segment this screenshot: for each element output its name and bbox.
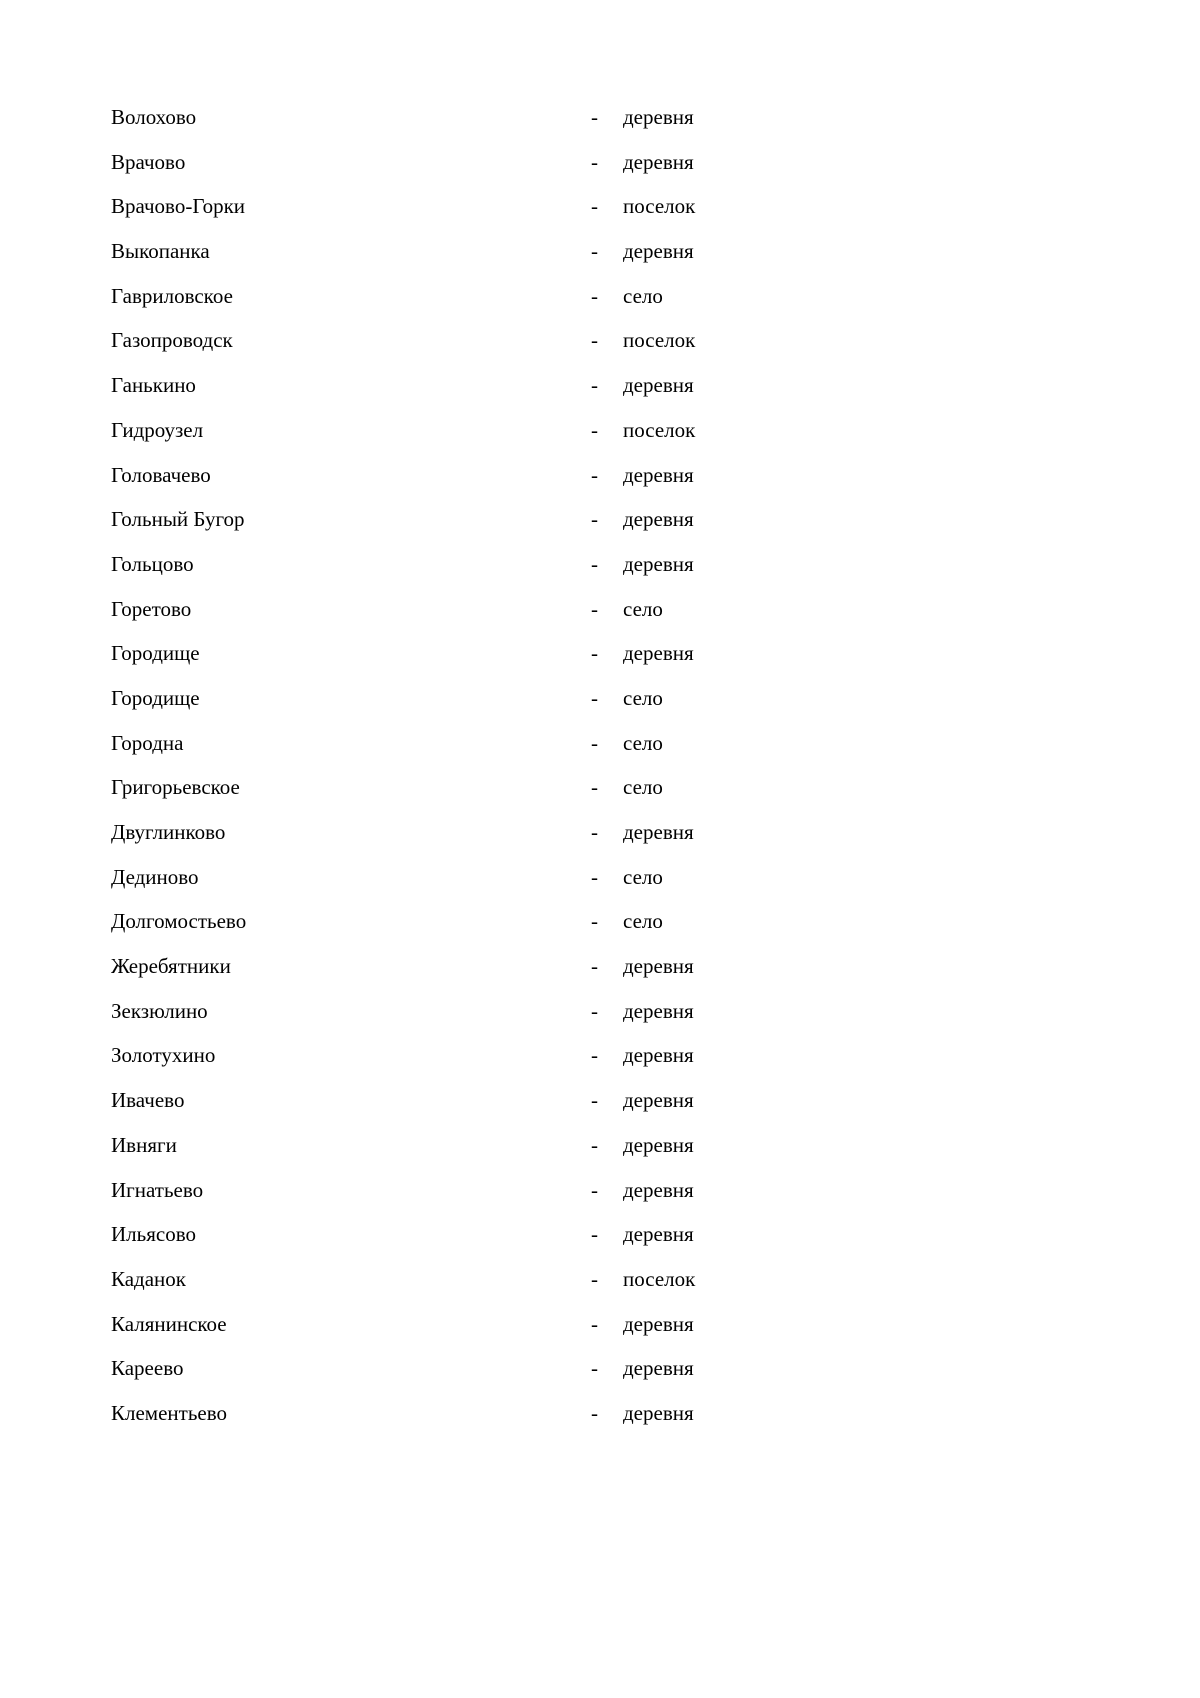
settlement-name: Врачово-Горки bbox=[111, 194, 246, 219]
list-item bbox=[111, 1395, 811, 1440]
list-item bbox=[111, 993, 811, 1038]
settlement-type: поселок bbox=[623, 417, 696, 442]
settlement-type: деревня bbox=[623, 373, 694, 398]
settlement-type: деревня bbox=[623, 1356, 694, 1381]
settlement-list bbox=[111, 99, 811, 1440]
separator-dash: - bbox=[591, 105, 598, 129]
separator-dash: - bbox=[591, 507, 598, 532]
list-item bbox=[111, 188, 811, 233]
settlement-name: Городище bbox=[111, 641, 200, 666]
settlement-type: село bbox=[623, 596, 663, 621]
settlement-type: поселок bbox=[623, 328, 696, 353]
settlement-type: деревня bbox=[623, 820, 694, 844]
settlement-type: деревня bbox=[623, 1311, 694, 1336]
separator-dash: - bbox=[591, 820, 598, 844]
list-item bbox=[111, 322, 811, 367]
list-item bbox=[111, 546, 811, 591]
list-item bbox=[111, 412, 811, 457]
settlement-name: Головачево bbox=[111, 462, 211, 487]
settlement-name: Городище bbox=[111, 685, 200, 710]
separator-dash: - bbox=[591, 864, 598, 889]
settlement-type: поселок bbox=[623, 1266, 696, 1291]
settlement-name: Каданок bbox=[111, 1266, 186, 1291]
separator-dash: - bbox=[591, 373, 598, 398]
settlement-type: село bbox=[623, 730, 663, 755]
settlement-type: село bbox=[623, 775, 663, 800]
list-item bbox=[111, 903, 811, 948]
separator-dash: - bbox=[591, 1132, 598, 1157]
settlement-name: Гавриловское bbox=[111, 283, 233, 308]
separator-dash: - bbox=[591, 194, 598, 219]
settlement-name: Ивачево bbox=[111, 1088, 185, 1113]
separator-dash: - bbox=[591, 954, 598, 979]
settlement-name: Золотухино bbox=[111, 1043, 216, 1068]
list-item bbox=[111, 501, 811, 546]
settlement-type: деревня bbox=[623, 641, 694, 666]
list-item bbox=[111, 769, 811, 814]
separator-dash: - bbox=[591, 998, 598, 1023]
separator-dash: - bbox=[591, 685, 598, 710]
separator-dash: - bbox=[591, 551, 598, 576]
settlement-type: деревня bbox=[623, 105, 694, 129]
settlement-name: Дединово bbox=[111, 864, 199, 889]
list-item bbox=[111, 1350, 811, 1395]
settlement-name: Горетово bbox=[111, 596, 192, 621]
list-item bbox=[111, 1172, 811, 1217]
separator-dash: - bbox=[591, 1400, 598, 1425]
list-item bbox=[111, 814, 811, 859]
separator-dash: - bbox=[591, 462, 598, 487]
settlement-type: деревня bbox=[623, 1132, 694, 1157]
settlement-name: Григорьевское bbox=[111, 775, 240, 800]
separator-dash: - bbox=[591, 417, 598, 442]
settlement-type: село bbox=[623, 909, 663, 934]
separator-dash: - bbox=[591, 730, 598, 755]
settlement-name: Гольцово bbox=[111, 551, 194, 576]
separator-dash: - bbox=[591, 1088, 598, 1113]
list-item bbox=[111, 457, 811, 502]
settlement-name: Игнатьево bbox=[111, 1177, 204, 1202]
settlement-name: Выкопанка bbox=[111, 239, 210, 264]
settlement-name: Ильясово bbox=[111, 1222, 196, 1247]
list-item bbox=[111, 367, 811, 412]
separator-dash: - bbox=[591, 328, 598, 353]
settlement-type: деревня bbox=[623, 462, 694, 487]
settlement-type: деревня bbox=[623, 998, 694, 1023]
settlement-name: Городна bbox=[111, 730, 184, 755]
separator-dash: - bbox=[591, 283, 598, 308]
settlement-name: Ивняги bbox=[111, 1132, 177, 1157]
settlement-type: деревня bbox=[623, 507, 694, 532]
separator-dash: - bbox=[591, 239, 598, 264]
list-item bbox=[111, 1306, 811, 1351]
settlement-name: Ганькино bbox=[111, 373, 196, 398]
separator-dash: - bbox=[591, 1311, 598, 1336]
settlement-name: Двуглинково bbox=[111, 820, 226, 844]
separator-dash: - bbox=[591, 909, 598, 934]
list-item bbox=[111, 635, 811, 680]
settlement-type: деревня bbox=[623, 1177, 694, 1202]
list-item bbox=[111, 725, 811, 770]
settlement-type: деревня bbox=[623, 1400, 694, 1425]
settlement-name: Газопроводск bbox=[111, 328, 233, 353]
settlement-type: деревня bbox=[623, 1088, 694, 1113]
settlement-type: село bbox=[623, 685, 663, 710]
list-item bbox=[111, 1082, 811, 1127]
separator-dash: - bbox=[591, 775, 598, 800]
list-item bbox=[111, 233, 811, 278]
settlement-name: Жеребятники bbox=[111, 954, 231, 979]
list-item bbox=[111, 591, 811, 636]
settlement-type: деревня bbox=[623, 149, 694, 174]
list-item bbox=[111, 99, 811, 144]
settlement-name: Долгомостьево bbox=[111, 909, 247, 934]
list-item bbox=[111, 1037, 811, 1082]
separator-dash: - bbox=[591, 1356, 598, 1381]
separator-dash: - bbox=[591, 1177, 598, 1202]
separator-dash: - bbox=[591, 1266, 598, 1291]
settlement-name: Врачово bbox=[111, 149, 186, 174]
list-item bbox=[111, 144, 811, 189]
settlement-type: поселок bbox=[623, 194, 696, 219]
list-item bbox=[111, 1127, 811, 1172]
settlement-name: Гольный Бугор bbox=[111, 507, 245, 532]
separator-dash: - bbox=[591, 1043, 598, 1068]
settlement-type: деревня bbox=[623, 551, 694, 576]
settlement-name: Зекзюлино bbox=[111, 998, 208, 1023]
settlement-name: Гидроузел bbox=[111, 417, 204, 442]
list-item bbox=[111, 680, 811, 725]
list-item bbox=[111, 1261, 811, 1306]
separator-dash: - bbox=[591, 641, 598, 666]
separator-dash: - bbox=[591, 149, 598, 174]
settlement-type: деревня bbox=[623, 1222, 694, 1247]
settlement-type: село bbox=[623, 283, 663, 308]
settlement-type: деревня bbox=[623, 1043, 694, 1068]
settlement-type: село bbox=[623, 864, 663, 889]
list-item bbox=[111, 859, 811, 904]
list-item bbox=[111, 948, 811, 993]
settlement-name: Волохово bbox=[111, 105, 197, 129]
settlement-name: Клементьево bbox=[111, 1400, 228, 1425]
settlement-name: Калянинское bbox=[111, 1311, 227, 1336]
list-item bbox=[111, 1216, 811, 1261]
settlement-type: деревня bbox=[623, 954, 694, 979]
settlement-name: Кареево bbox=[111, 1356, 184, 1381]
list-item bbox=[111, 278, 811, 323]
separator-dash: - bbox=[591, 596, 598, 621]
separator-dash: - bbox=[591, 1222, 598, 1247]
settlement-type: деревня bbox=[623, 239, 694, 264]
